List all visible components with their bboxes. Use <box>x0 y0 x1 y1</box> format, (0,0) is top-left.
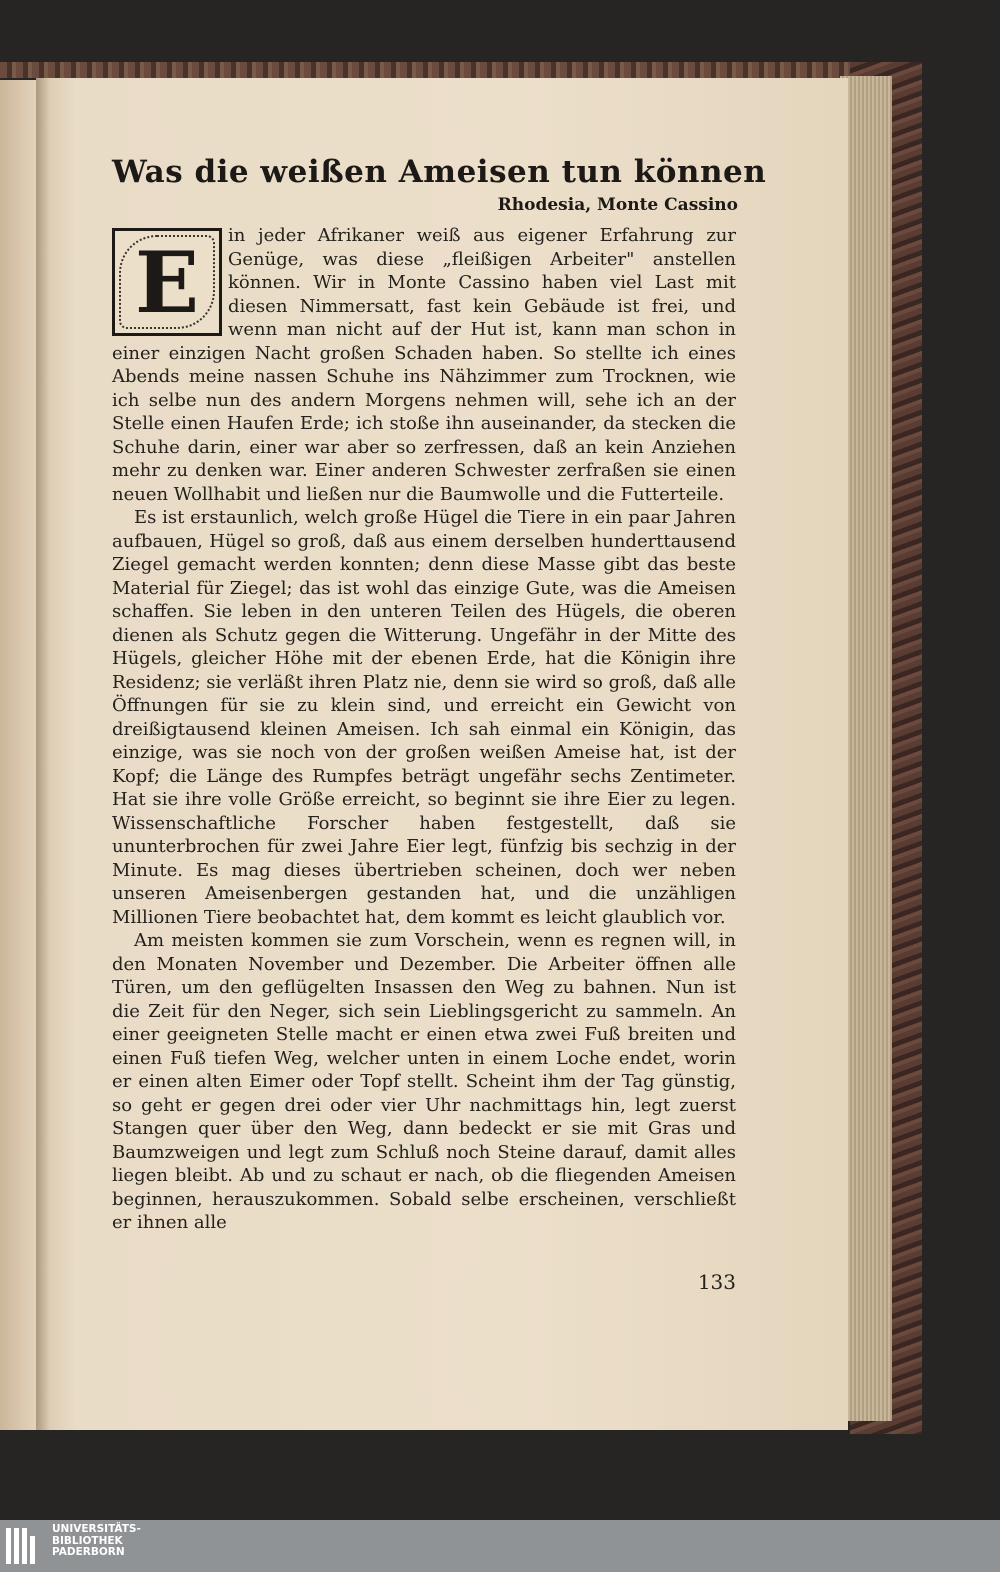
ornamental-dropcap <box>112 228 222 336</box>
facing-page-edge <box>0 80 36 1430</box>
paragraph-3: Am meisten kommen sie zum Vorschein, wenn es regnen will, in den Monaten November und Dezember. Die Arbeiter öffnen alle Türen, um den geflügelten Insassen den Weg zu bahnen. Nun ist die Zeit für den Neger, sich sein Lieblingsgericht zu sammeln. An einer geeigneten Stelle macht er einen etwa zwei Fuß breiten und einen Fuß tiefen Weg, welcher unten in einem Loche endet, worin er einen alten Eimer oder Topf stellt. Scheint ihm der Tag günstig, so geht er gegen drei oder vier Uhr nachmittags hin, legt zuerst Stangen quer über den Weg, dann bedeckt er sie mit Gras und Baumzweigen und legt zum Schluß noch Steine darauf, damit alles liegen bleibt. Ab und zu schaut er nach, ob die fliegenden Ameisen beginnen, herauszukommen. Sobald selbe erscheinen, verschließt er ihnen alle <box>112 930 736 1233</box>
book-page <box>36 78 848 1430</box>
logo-line-3: PADERBORN <box>52 1546 125 1558</box>
book-cover-top-edge <box>0 62 910 78</box>
paragraph-2: Es ist erstaunlich, welch große Hügel die Tiere in ein paar Jahren aufbauen, Hügel so groß, daß aus einem derselben hunderttausend Ziegel gemacht werden konnten; denn diese Masse gibt das beste Material für Ziegel; das ist wohl das einzige Gute, was die Ameisen schaffen. Sie leben in den unteren Teilen des Hügels, die oberen dienen als Schutz gegen die Witterung. Ungefähr in der Mitte des Hügels, gleicher Höhe mit der ebenen Erde, hat die Königin ihre Residenz; sie verläßt ihren Platz nie, denn sie wird so groß, daß alle Öffnungen für sie zu klein sind, und erreicht ein Gewicht von dreißigtausend kleinen Ameisen. Ich sah einmal ein Königin, das einzige, was sie noch von der großen weißen Ameise hat, ist der Kopf; die Länge des Rumpfes beträgt ungefähr sechs Zentimeter. Hat sie ihre volle Größe erreicht, so beginnt sie ihre Eier zu legen. Wissenschaftliche Forscher haben festgestellt, daß sie ununterbrochen für zwei Jahre Eier legt, fünfzig bis sechzig in der Minute. Es mag dieses übertrieben scheinen, doch wer neben unseren Ameisenbergen gestanden hat, und die unzähligen Millionen Tiere beobachtet hat, dem kommt es leicht glaublich vor. <box>112 507 736 928</box>
library-footer-bar <box>0 1520 1000 1572</box>
library-logo-text <box>52 1524 141 1559</box>
logo-line-1: UNIVERSITÄTS- <box>52 1523 141 1535</box>
spine-shadow <box>36 78 50 1430</box>
article-body <box>112 224 736 1235</box>
article-title: Was die weißen Ameisen tun können <box>112 154 767 190</box>
library-logo-icon <box>6 1528 44 1564</box>
page-number: 133 <box>697 1270 736 1294</box>
dropcap-letter: E <box>134 233 200 332</box>
article-byline: Rhodesia, Monte Cassino <box>497 195 738 215</box>
logo-line-2: BIBLIOTHEK <box>52 1534 123 1547</box>
paragraph-1: in jeder Afrikaner weiß aus eigener Erfahrung zur Genüge, was diese „fleißigen Arbeiter" anstellen können. Wir in Monte Cassino haben viel Last mit diesen Nimmersatt, fast kein Gebäude ist frei, und wenn man nicht auf der Hut ist, kann man schon in einer einzigen Nacht großen Schaden haben. So stellte ich eines Abends meine nassen Schuhe ins Nähzimmer zum Trocknen, wie ich selbe nun des andern Morgens nehmen will, sehe ich an der Stelle einen Haufen Erde; ich stoße ihn auseinander, da stecken die Schuhe darin, einer war aber so zerfressen, daß an kein Anziehen mehr zu denken war. Einer anderen Schwester zerfraßen sie einen neuen Wollhabit und ließen nur die Baumwolle und die Futterteile. <box>112 225 736 505</box>
